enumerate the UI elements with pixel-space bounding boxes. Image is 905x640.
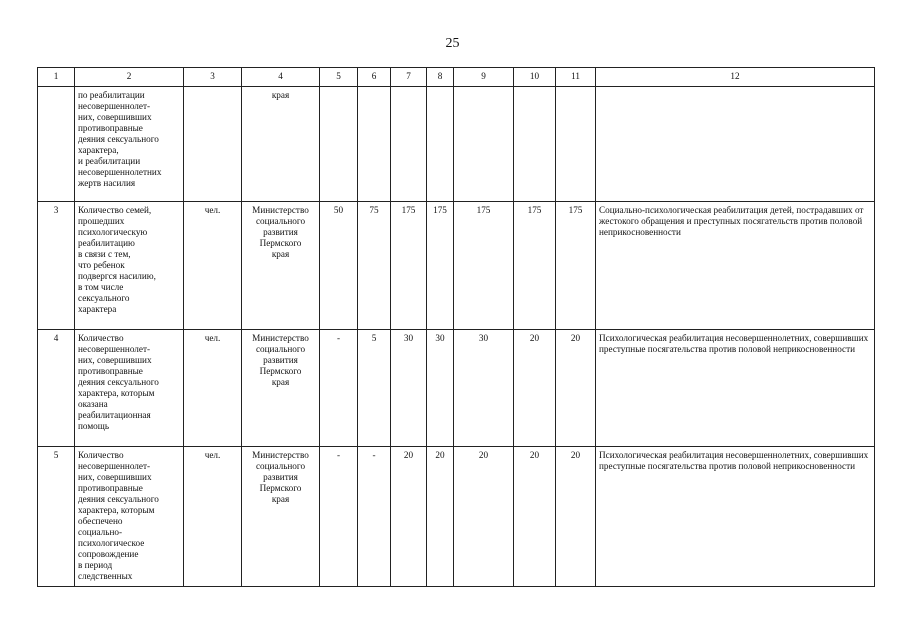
executor: Министерство социального развития Пермского края (242, 202, 320, 330)
value-col-7 (391, 87, 427, 202)
activity-description: Психологическая реабилитация несовершеннолетних, совершивших преступные посягательства против половой неприкосновенности (596, 447, 875, 587)
indicator-name: Количество несовершеннолет- них, совершивших противоправные деяния сексуального характера, которым оказана реабилитационная помощь (75, 330, 184, 447)
header-cell: 1 (38, 68, 75, 87)
row-number: 5 (38, 447, 75, 587)
header-cell: 8 (427, 68, 454, 87)
unit (184, 87, 242, 202)
activity-description: Социально-психологическая реабилитация детей, пострадавших от жестокого обращения и преступных посягательств против половой неприкосновенности (596, 202, 875, 330)
value-col-7: 20 (391, 447, 427, 587)
indicators-table (37, 67, 875, 587)
value-col-11: 175 (556, 202, 596, 330)
page-number: 25 (445, 36, 460, 51)
row-number (38, 87, 75, 202)
value-col-10: 175 (514, 202, 556, 330)
value-col-10: 20 (514, 330, 556, 447)
value-col-9 (454, 87, 514, 202)
header-cell: 9 (454, 68, 514, 87)
value-col-10: 20 (514, 447, 556, 587)
value-col-5: 50 (320, 202, 358, 330)
value-col-11: 20 (556, 330, 596, 447)
header-row (38, 68, 875, 87)
header-cell: 4 (242, 68, 320, 87)
row-number: 3 (38, 202, 75, 330)
value-col-8: 175 (427, 202, 454, 330)
value-col-9: 20 (454, 447, 514, 587)
value-col-6: 75 (358, 202, 391, 330)
unit: чел. (184, 202, 242, 330)
indicator-name: Количество семей, прошедших психологическую реабилитацию в связи с тем, что ребенок подвергся насилию, в том числе сексуального характера (75, 202, 184, 330)
value-col-7: 30 (391, 330, 427, 447)
value-col-8: 30 (427, 330, 454, 447)
header-cell: 5 (320, 68, 358, 87)
row-number: 4 (38, 330, 75, 447)
value-col-8 (427, 87, 454, 202)
activity-description (596, 87, 875, 202)
value-col-11: 20 (556, 447, 596, 587)
table-row (38, 87, 875, 202)
value-col-5: - (320, 330, 358, 447)
unit: чел. (184, 447, 242, 587)
activity-description: Психологическая реабилитация несовершеннолетних, совершивших преступные посягательства против половой неприкосновенности (596, 330, 875, 447)
value-col-6 (358, 87, 391, 202)
indicator-name: Количество несовершеннолет- них, совершивших противоправные деяния сексуального характера, которым обеспечено социально- психологическое сопровождение в период следственных (75, 447, 184, 587)
value-col-5 (320, 87, 358, 202)
value-col-9: 30 (454, 330, 514, 447)
unit: чел. (184, 330, 242, 447)
header-cell: 7 (391, 68, 427, 87)
header-cell: 6 (358, 68, 391, 87)
executor: края (242, 87, 320, 202)
value-col-11 (556, 87, 596, 202)
value-col-10 (514, 87, 556, 202)
value-col-7: 175 (391, 202, 427, 330)
table-row (38, 330, 875, 447)
table-row (38, 202, 875, 330)
executor: Министерство социального развития Пермского края (242, 330, 320, 447)
value-col-5: - (320, 447, 358, 587)
value-col-6: 5 (358, 330, 391, 447)
value-col-9: 175 (454, 202, 514, 330)
header-cell: 11 (556, 68, 596, 87)
table-row (38, 447, 875, 587)
executor: Министерство социального развития Пермского края (242, 447, 320, 587)
header-cell: 2 (75, 68, 184, 87)
indicator-name: по реабилитации несовершеннолет- них, совершивших противоправные деяния сексуального характера, и реабилитации несовершеннолетних жертв насилия (75, 87, 184, 202)
value-col-6: - (358, 447, 391, 587)
header-cell: 3 (184, 68, 242, 87)
header-cell: 10 (514, 68, 556, 87)
value-col-8: 20 (427, 447, 454, 587)
header-cell: 12 (596, 68, 875, 87)
